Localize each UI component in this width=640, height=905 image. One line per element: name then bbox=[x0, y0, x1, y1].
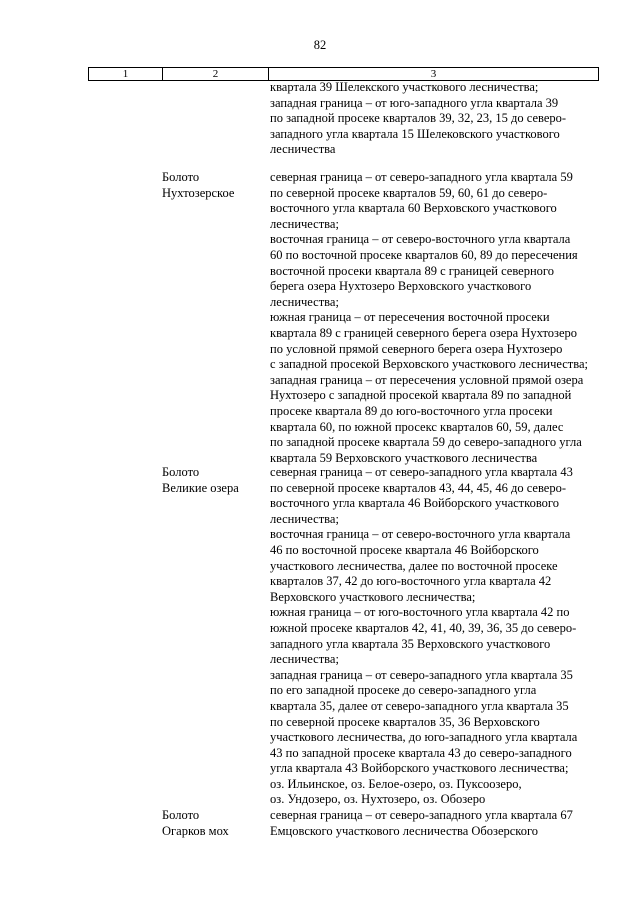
description-line: участкового лесничества, далее по восточной просеке bbox=[270, 558, 558, 573]
description-line: восточная граница – от северо-восточного угла квартала bbox=[270, 232, 571, 247]
description-line: 46 по восточной просеке квартала 46 Войборского bbox=[270, 542, 539, 557]
description-line: южной просеке кварталов 42, 41, 40, 39, 36, 35 до северо- bbox=[270, 620, 577, 635]
bog-name-line: Болото bbox=[162, 808, 200, 822]
bog-name-line: Великие озера bbox=[162, 480, 239, 495]
description-line: западная граница – от юго-западного угла квартала 39 bbox=[270, 95, 559, 110]
bog-name-line: Огарков мох bbox=[162, 823, 229, 838]
description-line: западная граница – от северо-западного угла квартала 35 bbox=[270, 667, 573, 682]
description-line: северная граница – от северо-западного угла квартала 43 bbox=[270, 465, 573, 479]
boundary-description bbox=[270, 808, 600, 839]
description-line: восточного угла квартала 46 Войборского участкового bbox=[270, 496, 559, 511]
description-line: северная граница – от северо-западного угла квартала 59 bbox=[270, 170, 573, 184]
description-line: квартала 59 Верховского участкового лесничества bbox=[270, 450, 538, 465]
boundary-description bbox=[270, 465, 600, 808]
description-line: западного угла квартала 35 Верховского участкового bbox=[270, 636, 551, 651]
description-line: по северной просеке кварталов 35, 36 Верховского bbox=[270, 714, 540, 729]
description-line: с западной просекой Верховского участкового лесничества; bbox=[270, 357, 588, 372]
description-line: Емцовского участкового лесничества Обозерского bbox=[270, 823, 539, 838]
description-line: восточного угла квартала 60 Верховского участкового bbox=[270, 201, 557, 216]
header-col-2: 2 bbox=[163, 68, 269, 80]
bog-name bbox=[162, 808, 266, 839]
description-line: северная граница – от северо-западного угла квартала 67 bbox=[270, 808, 573, 822]
description-line: восточная граница – от северо-восточного угла квартала bbox=[270, 527, 571, 542]
description-line: квартала 39 Шелекского участкового лесничества; bbox=[270, 80, 539, 94]
header-col-3: 3 bbox=[430, 68, 437, 80]
description-line: по северной просеке кварталов 43, 44, 45, 46 до северо- bbox=[270, 480, 567, 495]
description-line: 43 по западной просеке квартала 43 до северо-западного bbox=[270, 745, 572, 760]
description-line: кварталов 37, 42 до юго-восточного угла квартала 42 bbox=[270, 574, 552, 589]
description-line: квартала 60, по южной просекс кварталов 60, 59, далес bbox=[270, 419, 564, 434]
bog-name bbox=[162, 465, 266, 496]
description-line: лесничества bbox=[270, 142, 336, 157]
description-line: лесничества; bbox=[270, 511, 339, 526]
description-line: угла квартала 43 Войборского участкового лесничества; bbox=[270, 761, 569, 776]
description-line: западного угла квартала 15 Шелековского участкового bbox=[270, 126, 560, 141]
description-line: западная граница – от пересечения условной прямой озера bbox=[270, 372, 584, 387]
description-line: по условной прямой северного берега озера Нухтозеро bbox=[270, 341, 563, 356]
description-line: по западной просеке кварталов 39, 32, 23, 15 до северо- bbox=[270, 111, 567, 126]
bog-name-line: Болото bbox=[162, 170, 200, 184]
description-line: просеке квартала 89 до юго-восточного угла просеки bbox=[270, 403, 553, 418]
description-line: по западной просеке квартала 59 до северо-западного угла bbox=[270, 435, 582, 450]
description-line: по северной просеке кварталов 59, 60, 61 до северо- bbox=[270, 185, 548, 200]
description-line: по его западной просеке до северо-западного угла bbox=[270, 683, 537, 698]
description-line: берега озера Нухтозеро Верховского участкового bbox=[270, 279, 532, 294]
description-line: лесничества; bbox=[270, 294, 339, 309]
description-line: восточной просеки квартала 89 с границей северного bbox=[270, 263, 554, 278]
continuation-description bbox=[270, 80, 600, 158]
description-line: 60 по восточной просеке кварталов 60, 89 до пересечения bbox=[270, 247, 578, 262]
table-header-row bbox=[88, 67, 599, 81]
description-line: лесничества; bbox=[270, 216, 339, 231]
description-line: оз. Ундозеро, оз. Нухтозеро, оз. Обозеро bbox=[270, 792, 486, 807]
description-line: Нухтозеро с западной просекой квартала 89 по западной bbox=[270, 388, 572, 403]
description-line: лесничества; bbox=[270, 652, 339, 667]
page-number: 82 bbox=[313, 38, 327, 52]
description-line: Верховского участкового лесничества; bbox=[270, 589, 476, 604]
header-col-1: 1 bbox=[89, 68, 163, 80]
description-line: южная граница – от юго-восточного угла квартала 42 по bbox=[270, 605, 570, 620]
description-line: квартала 35, далее от северо-западного угла квартала 35 bbox=[270, 698, 569, 713]
description-line: оз. Ильинское, оз. Белое-озеро, оз. Пуксоозеро, bbox=[270, 776, 522, 791]
boundary-description bbox=[270, 170, 600, 466]
description-line: южная граница – от пересечения восточной просеки bbox=[270, 310, 550, 325]
description-line: участкового лесничества, до юго-западного угла квартала bbox=[270, 730, 578, 745]
description-line: квартала 89 с границей северного берега озера Нухтозеро bbox=[270, 325, 578, 340]
bog-name bbox=[162, 170, 266, 201]
bog-name-line: Нухтозерское bbox=[162, 185, 235, 200]
bog-name-line: Болото bbox=[162, 465, 200, 479]
